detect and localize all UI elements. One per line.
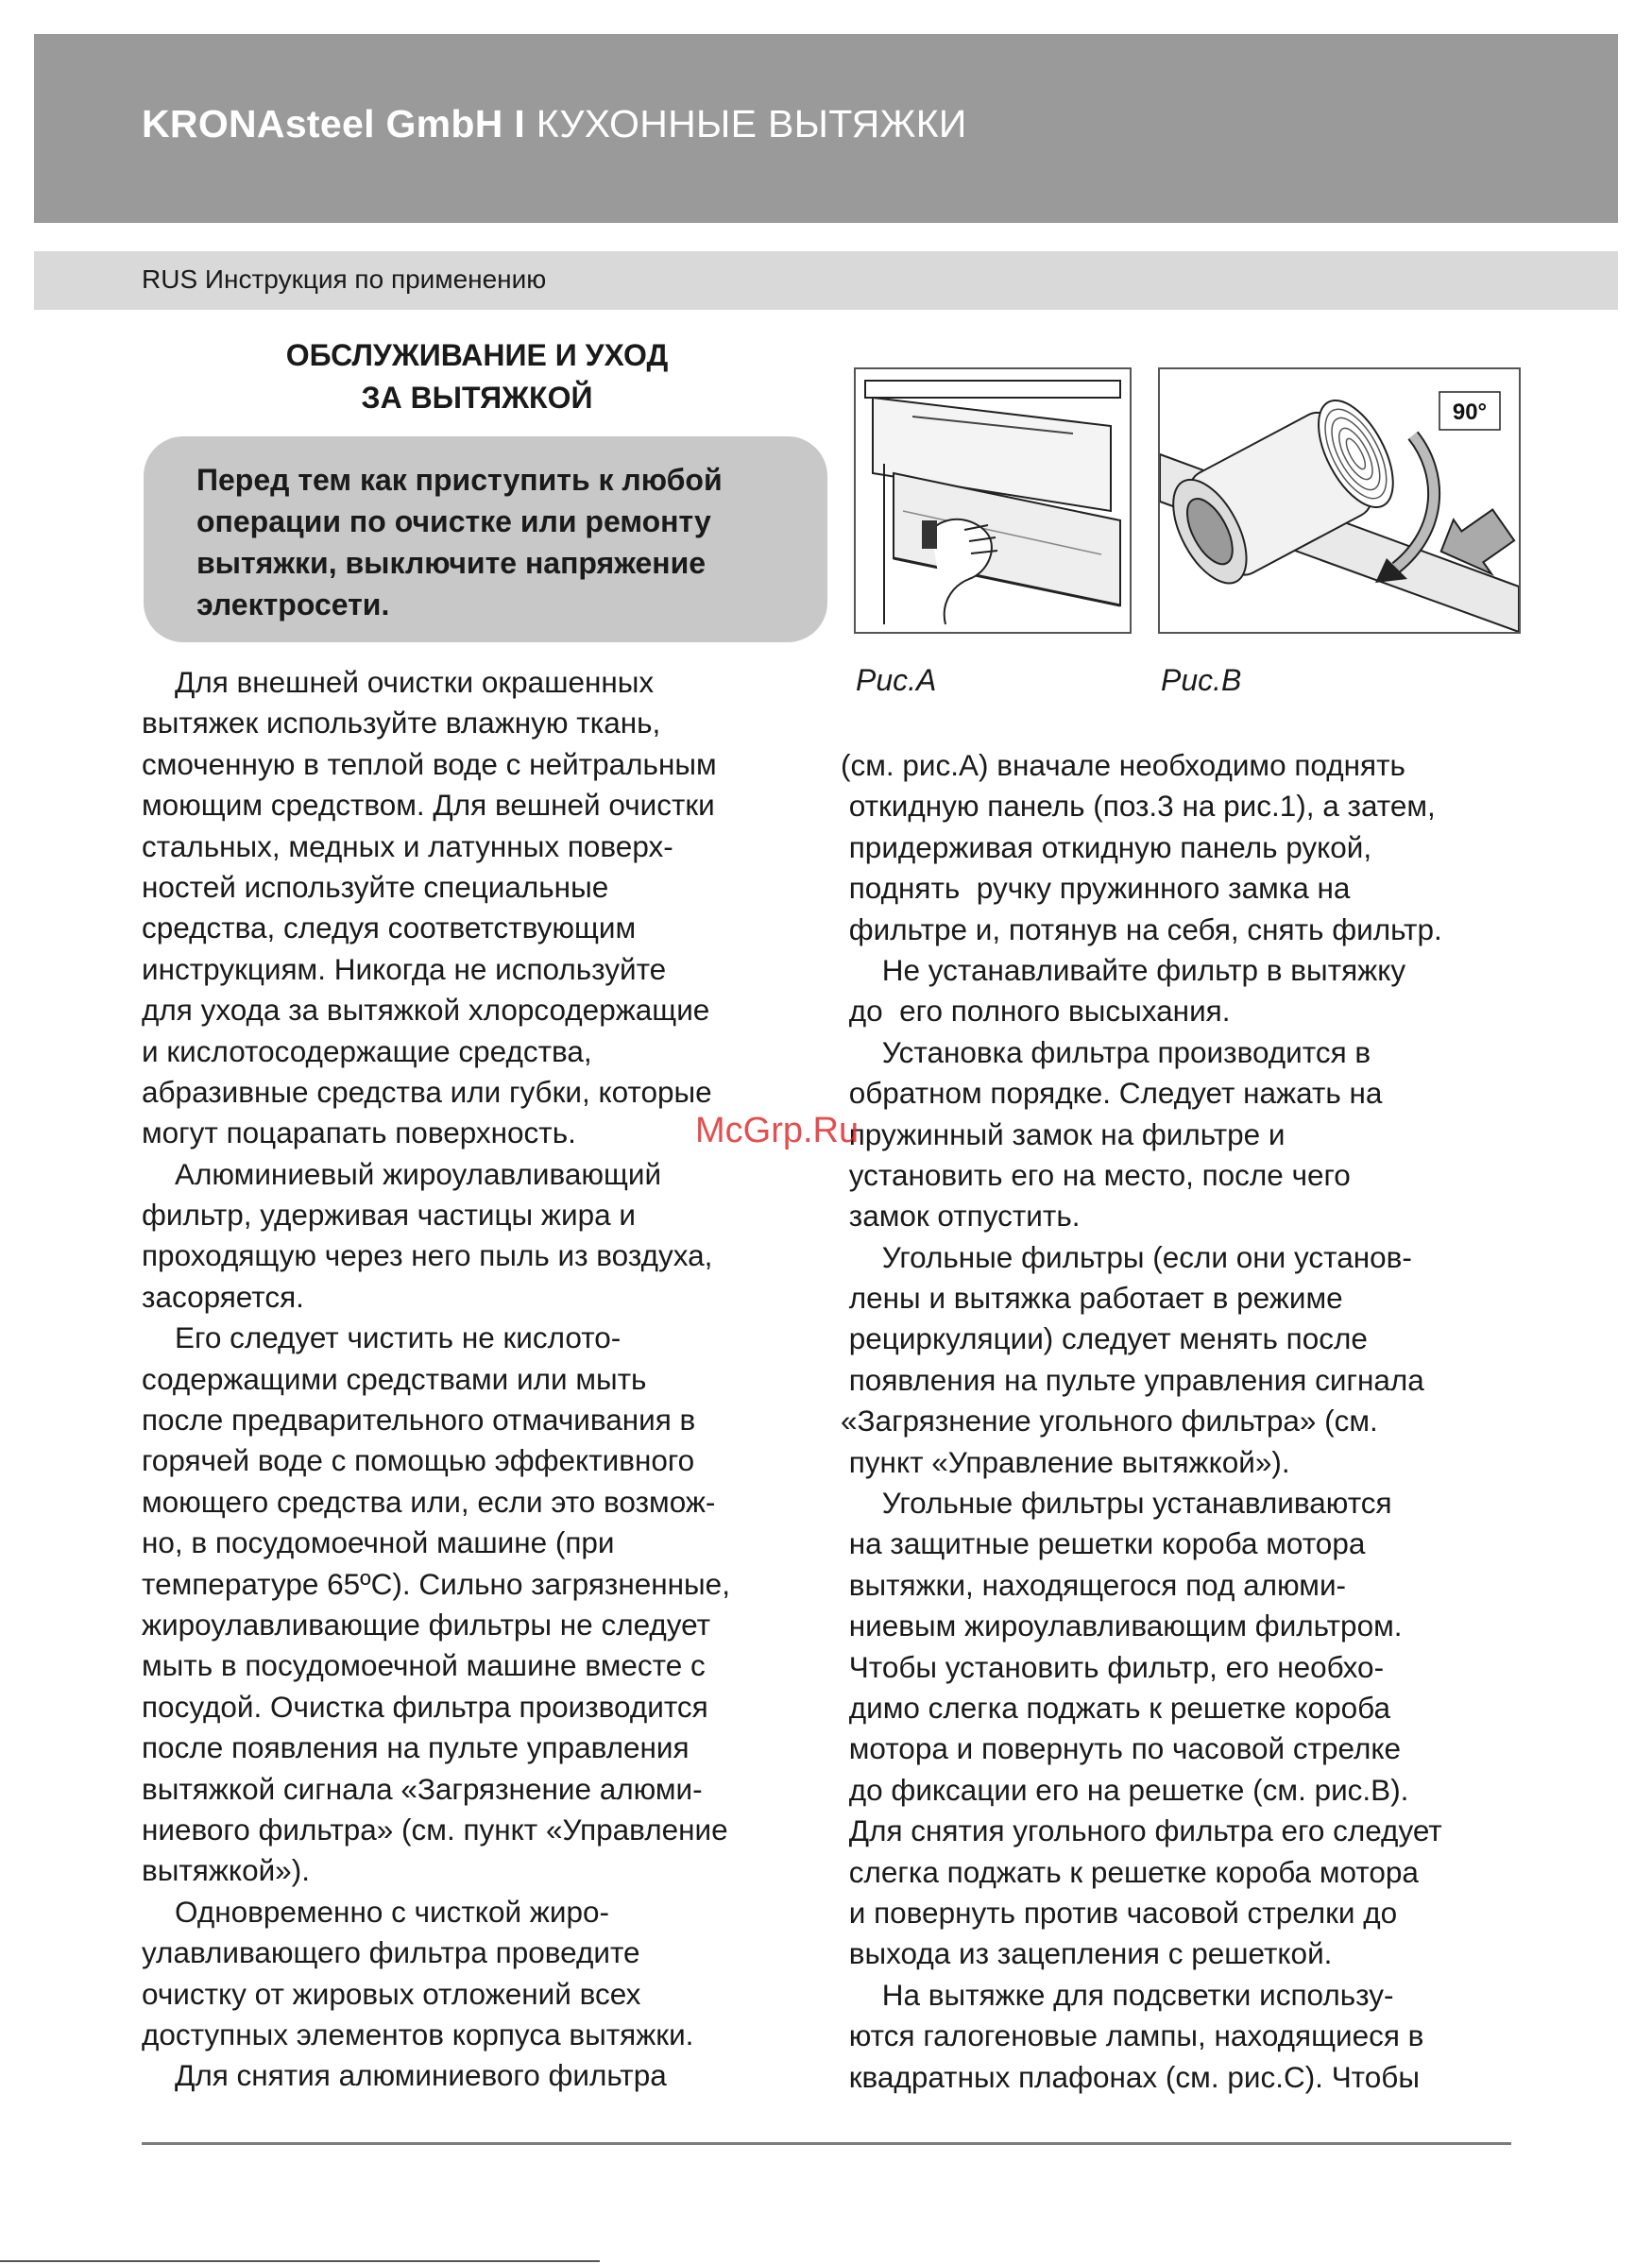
text-line: поднять ручку пружинного замка на — [841, 871, 1351, 906]
text-line: Чтобы установить фильтр, его необхо- — [841, 1649, 1385, 1684]
footer-divider — [142, 2142, 1511, 2145]
text-line: до фиксации его на решетке (см. рис.В). — [841, 1772, 1409, 1807]
figure-b-illustration — [1158, 367, 1521, 634]
text-line: ются галогеновые лампы, находящиеся в — [841, 2018, 1424, 2053]
text-line: димо слегка поджать к решетке короба — [841, 1690, 1390, 1725]
right-text-column — [841, 745, 1558, 2098]
watermark: McGrp.Ru — [695, 1111, 860, 1150]
text-line: Одновременно с чисткой жиро- — [142, 1894, 610, 1929]
text-line: вытяжкой сигнала «Загрязнение алюми- — [142, 1771, 703, 1806]
text-line: моющего средства или, если это возмож- — [142, 1484, 716, 1519]
text-line: вытяжкой»). — [142, 1853, 310, 1888]
text-line: (см. рис.А) вначале необходимо поднять — [841, 748, 1405, 782]
header-separator: I — [502, 102, 536, 145]
brand-name: KRONAsteel GmbH — [142, 102, 503, 145]
text-line: ниевым жироулавливающим фильтром. — [841, 1609, 1403, 1643]
text-line: Угольные фильтры устанавливаются — [841, 1486, 1392, 1521]
text-line: посудой. Очистка фильтра производится — [142, 1689, 708, 1724]
text-line: жироулавливающие фильтры не следует — [142, 1607, 711, 1642]
text-line: ниевого фильтра» (см. пункт «Управление — [142, 1812, 728, 1847]
subheader-text: RUS Инструкция по применению — [142, 264, 547, 294]
text-line: появления на пульте управления сигнала — [841, 1362, 1424, 1397]
text-line: Для снятия угольного фильтра его следует — [841, 1813, 1442, 1848]
header-title — [142, 102, 967, 146]
text-line: и повернуть против часовой стрелки до — [841, 1895, 1398, 1930]
text-line: квадратных плафонах (см. рис.С). Чтобы — [841, 2059, 1420, 2094]
text-line: температуре 65ºС). Сильно загрязненные, — [142, 1566, 730, 1601]
text-line: смоченную в теплой воде с нейтральным — [142, 746, 717, 781]
warning-line: вытяжки, выключите напряжение — [196, 546, 707, 580]
text-line: мыть в посудомоечной машине вместе с — [142, 1648, 706, 1683]
figure-a-label: Рис.А — [856, 663, 937, 697]
text-line: пункт «Управление вытяжкой»). — [841, 1444, 1290, 1479]
text-line: горячей воде с помощью эффективного — [142, 1443, 695, 1478]
text-line: абразивные средства или губки, которые — [142, 1074, 712, 1109]
figure-b-drawing — [1160, 369, 1519, 632]
figure-b-label: Рис.В — [1161, 663, 1242, 697]
text-line: пружинный замок на фильтре и — [841, 1116, 1286, 1151]
text-line: мотора и повернуть по часовой стрелке — [841, 1731, 1402, 1766]
text-line: улавливающего фильтра проведите — [142, 1935, 640, 1970]
text-line: проходящую через него пыль из воздуха, — [142, 1238, 713, 1273]
text-line: замок отпустить. — [841, 1199, 1081, 1234]
text-line: Угольные фильтры (если они установ- — [841, 1239, 1412, 1274]
header-category: КУХОННЫЕ ВЫТЯЖКИ — [536, 102, 967, 145]
text-line: фильтр, удерживая частицы жира и — [142, 1198, 636, 1233]
warning-box — [144, 436, 827, 642]
text-line: Установка фильтра производится в — [841, 1034, 1371, 1069]
text-line: содержащими средствами или мыть — [142, 1361, 647, 1396]
text-line: Для внешней очистки окрашенных — [142, 665, 655, 699]
text-line: но, в посудомоечной машине (при — [142, 1525, 615, 1560]
section-title-line: ЗА ВЫТЯЖКОЙ — [361, 381, 593, 415]
text-line: На вытяжке для подсветки использу- — [841, 1977, 1394, 2012]
warning-line: Перед тем как приступить к любой — [196, 463, 723, 497]
text-line: выхода из зацепления с решеткой. — [841, 1936, 1333, 1971]
text-line: установить его на место, после чего — [841, 1157, 1351, 1192]
warning-line: операции по очистке или ремонту — [196, 504, 711, 538]
text-line: вытяжки, находящегося под алюми- — [841, 1567, 1347, 1602]
text-line: до его полного высыхания. — [841, 994, 1231, 1029]
text-line: придерживая откидную панель рукой, — [841, 829, 1372, 864]
text-line: на защитные решетки короба мотора — [841, 1526, 1366, 1561]
warning-text — [196, 459, 810, 625]
text-line: Алюминиевый жироулавливающий — [142, 1156, 662, 1191]
text-line: ностей используйте специальные — [142, 869, 609, 904]
text-line: лены и вытяжка работает в режиме — [841, 1281, 1343, 1316]
text-line: для ухода за вытяжкой хлорсодержащие — [142, 993, 710, 1028]
text-line: после предварительного отмачивания в — [142, 1403, 696, 1438]
section-title-line: ОБСЛУЖИВАНИЕ И УХОД — [285, 338, 669, 372]
left-text-column — [142, 662, 831, 2097]
text-line: фильтре и, потянув на себя, снять фильтр. — [841, 911, 1442, 946]
text-line: очистку от жировых отложений всех — [142, 1976, 641, 2011]
text-line: вытяжек используйте влажную ткань, — [142, 706, 661, 740]
warning-line: электросети. — [196, 587, 390, 621]
text-line: откидную панель (поз.3 на рис.1), а затем, — [841, 789, 1436, 824]
rotation-angle-label: 90° — [1452, 400, 1488, 425]
text-line: и кислотосодержащие средства, — [142, 1033, 592, 1068]
text-line: Не устанавливайте фильтр в вытяжку — [841, 952, 1406, 987]
text-line: «Загрязнение угольного фильтра» (см. — [841, 1404, 1378, 1438]
figure-a-drawing — [856, 369, 1130, 632]
text-line: стальных, медных и латунных поверх- — [142, 828, 673, 863]
text-line: обратном порядке. Следует нажать на — [841, 1076, 1383, 1111]
text-line: рециркуляции) следует менять после — [841, 1321, 1368, 1356]
text-line: доступных элементов корпуса вытяжки. — [142, 2017, 694, 2051]
figure-a-illustration — [854, 367, 1132, 634]
text-line: после появления на пульте управления — [142, 1730, 690, 1765]
text-line: слегка поджать к решетке короба мотора — [841, 1854, 1419, 1889]
text-line: моющим средством. Для вешней очистки — [142, 788, 715, 823]
text-line: могут поцарапать поверхность. — [142, 1115, 576, 1150]
bottom-edge-line — [0, 2260, 600, 2262]
text-line: средства, следуя соответствующим — [142, 911, 637, 945]
text-line: засоряется. — [142, 1279, 304, 1314]
text-line: Его следует чистить не кислото- — [142, 1320, 622, 1355]
text-line: Для снятия алюминиевого фильтра — [142, 2058, 667, 2093]
text-line: инструкциям. Никогда не используйте — [142, 951, 667, 986]
section-title — [142, 334, 812, 419]
